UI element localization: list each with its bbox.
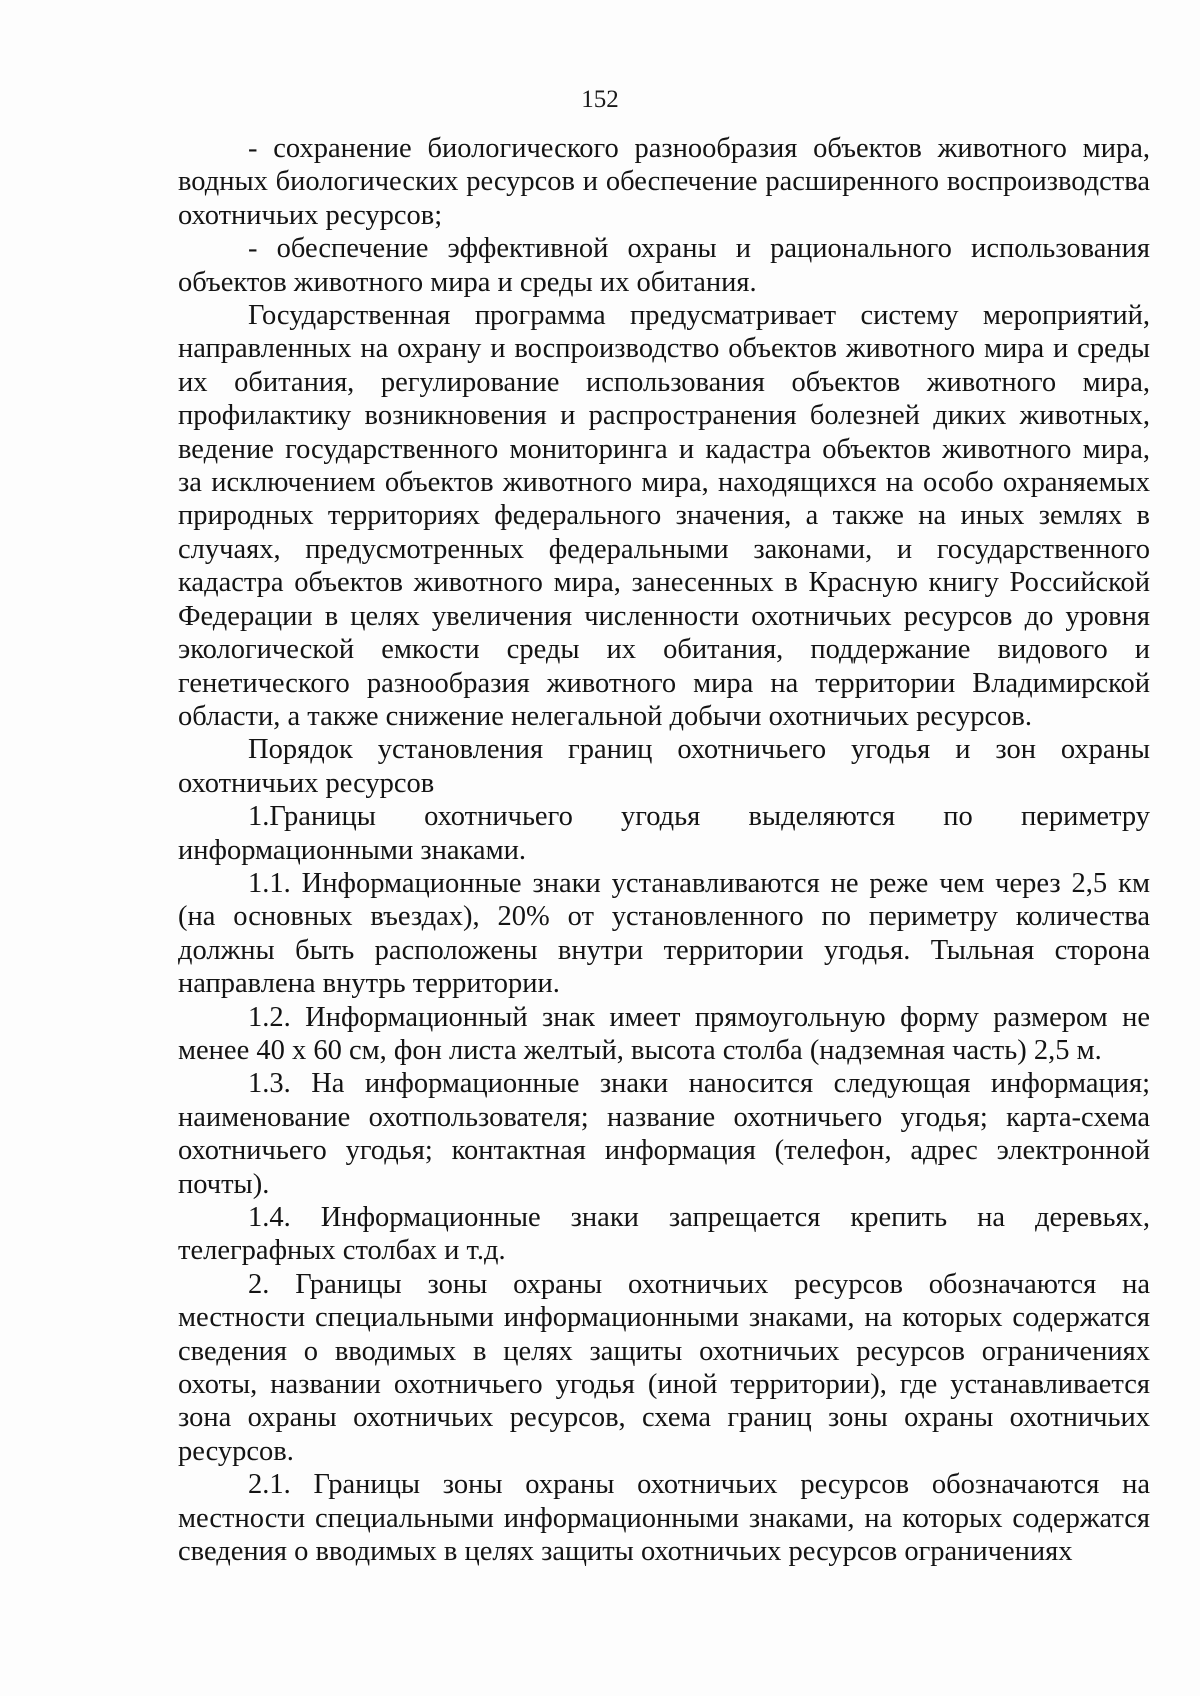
paragraph-item-1-2: 1.2. Информационный знак имеет прямоугольную форму размером не менее 40 х 60 см, фон листа желтый, высота столба (надземная часть) 2,5 м. xyxy=(178,1001,1150,1066)
paragraph-procedure-heading: Порядок установления границ охотничьего угодья и зон охраны охотничьих ресурсов xyxy=(178,734,1150,799)
paragraph-bullet-biodiversity: - сохранение биологического разнообразия объектов животного мира, водных биологических ресурсов и обеспечение расширенного воспроизводства охотничьих ресурсов; xyxy=(178,133,1150,231)
paragraph-item-1-3: 1.3. На информационные знаки наносится следующая информация; наименование охотпользователя; название охотничьего угодья; карта-схема охотничьего угодья; контактная информация (телефон, адрес электронной почты). xyxy=(178,1068,1150,1200)
page-number: 152 xyxy=(581,86,619,113)
paragraph-state-program: Государственная программа предусматривает систему мероприятий, направленных на охрану и воспроизводство объектов животного мира и среды их обитания, регулирование использования объектов животного мира, профилактику возникновения и распространения болезней диких животных, ведение государственного мониторинга и кадастра объектов животного мира, за исключением объектов животного мира, находящихся на особо охраняемых природных территориях федерального значения, а также на иных землях в случаях, предусмотренных федеральными законами, и государственного кадастра объектов животного мира, занесенных в Красную книгу Российской Федерации в целях увеличения численности охотничьих ресурсов до уровня экологической емкости среды их обитания, поддержание видового и генетического разнообразия животного мира на территории Владимирской области, а также снижение нелегальной добычи охотничьих ресурсов. xyxy=(178,300,1150,732)
paragraph-bullet-protection: - обеспечение эффективной охраны и рационального использования объектов животного мира и среды их обитания. xyxy=(178,233,1150,298)
document-body xyxy=(178,132,1150,1568)
paragraph-item-2: 2. Границы зоны охраны охотничьих ресурсов обозначаются на местности специальными информационными знаками, на которых содержатся сведения о вводимых в целях защиты охотничьих ресурсов ограничениях охоты, названии охотничьего угодья (иной территории), где устанавливается зона охраны охотничьих ресурсов, схема границ зоны охраны охотничьих ресурсов. xyxy=(178,1268,1150,1467)
paragraph-item-1: 1.Границы охотничьего угодья выделяются по периметру информационными знаками. xyxy=(178,801,1150,866)
paragraph-item-1-4: 1.4. Информационные знаки запрещается крепить на деревьях, телеграфных столбах и т.д. xyxy=(178,1202,1150,1267)
paragraph-item-2-1: 2.1. Границы зоны охраны охотничьих ресурсов обозначаются на местности специальными информационными знаками, на которых содержатся сведения о вводимых в целях защиты охотничьих ресурсов ограничениях xyxy=(178,1469,1150,1568)
paragraph-item-1-1: 1.1. Информационные знаки устанавливаются не реже чем через 2,5 км (на основных въездах), 20% от установленного по периметру количества должны быть расположены внутри территории угодья. Тыльная сторона направлена внутрь территории. xyxy=(178,867,1150,1000)
